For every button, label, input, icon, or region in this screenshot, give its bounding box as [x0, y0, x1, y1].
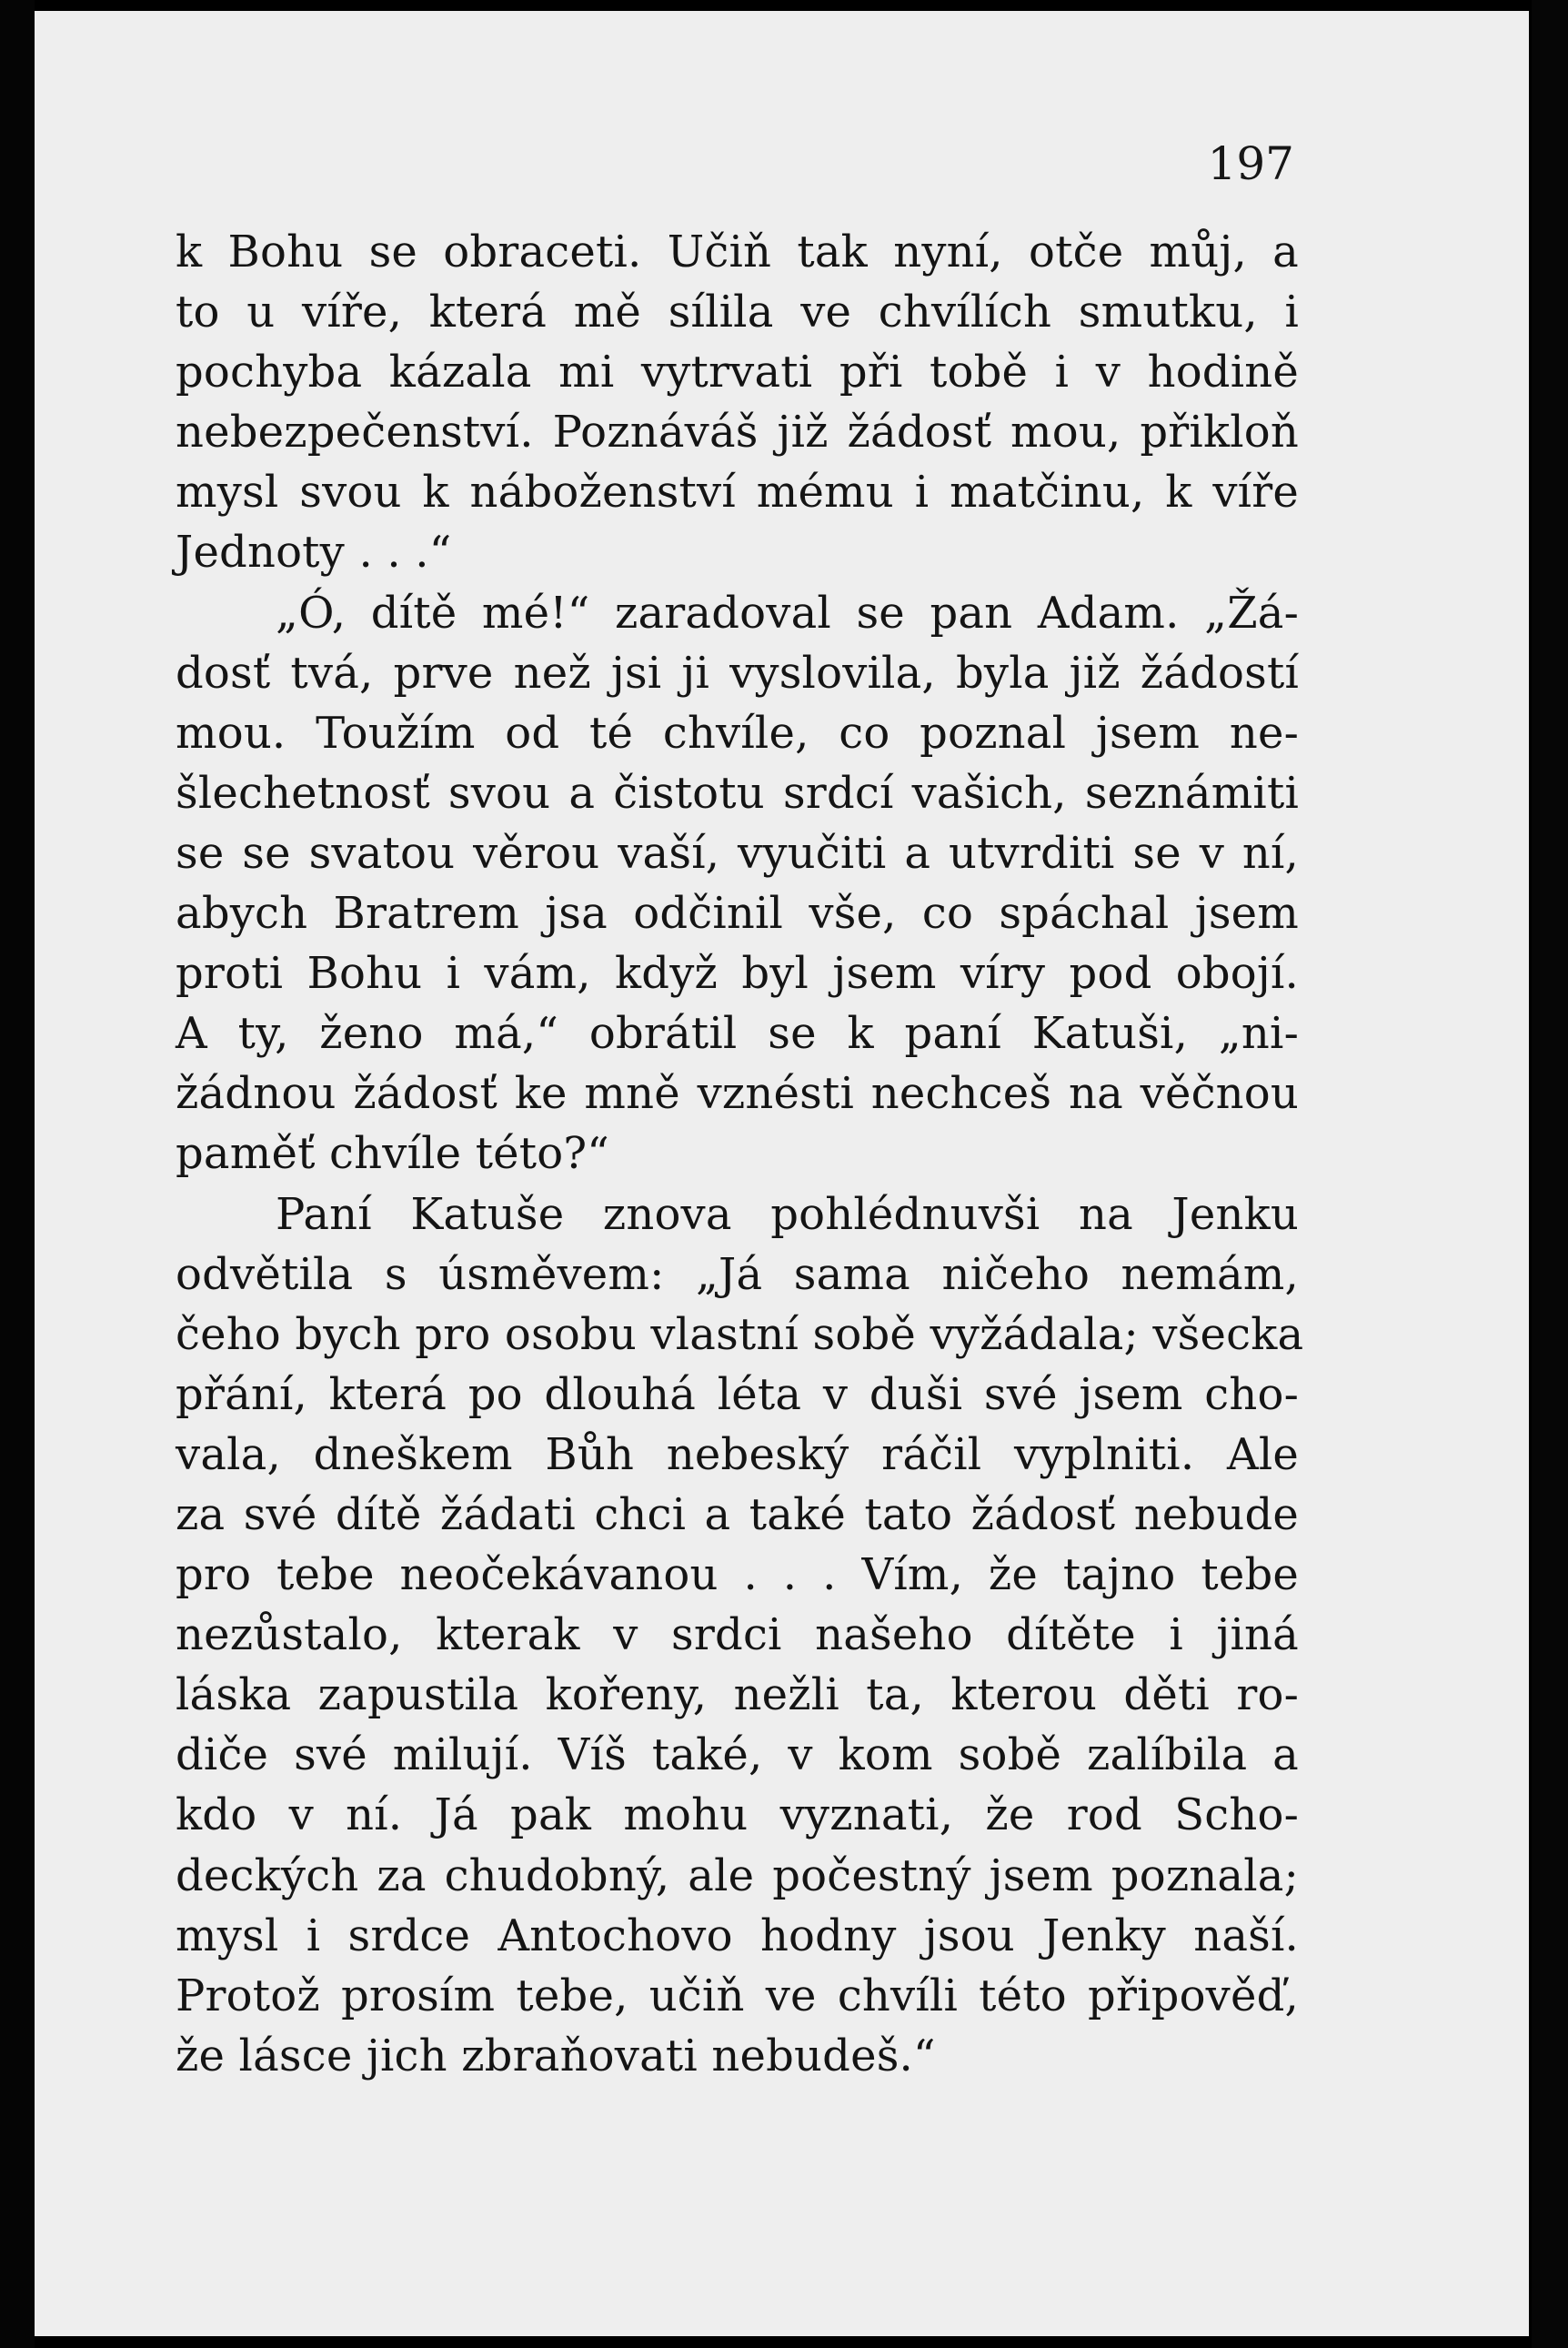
text-line: paměť chvíle této?“ — [176, 1128, 610, 1180]
text-line: Paní Katuše znova pohlédnuvši na Jenku — [276, 1188, 1299, 1240]
text-line: láska zapustila kořeny, nežli ta, kterou děti ro- — [176, 1669, 1299, 1721]
scan-border-left — [0, 0, 35, 2348]
text-line: dosť tvá, prve než jsi ji vyslovila, byla již žádostí — [176, 647, 1299, 699]
text-line: žádnou žádosť ke mně vznésti nechceš na věčnou — [176, 1068, 1299, 1120]
text-line: vala, dneškem Bůh nebeský ráčil vyplniti. Ale — [176, 1428, 1299, 1480]
text-line: to u víře, která mě sílila ve chvílích smutku, i — [176, 287, 1299, 338]
text-line: abych Bratrem jsa odčinil vše, co spáchal jsem — [176, 888, 1299, 940]
text-line: čeho bych pro osobu vlastní sobě vyžádala; všecka — [176, 1308, 1304, 1360]
text-line: nezůstalo, kterak v srdci našeho dítěte i jiná — [176, 1609, 1299, 1661]
text-line: nebezpečenství. Poznáváš již žádosť mou, přikloň — [176, 407, 1299, 459]
text-line: se se svatou věrou vaší, vyučiti a utvrditi se v ní, — [176, 827, 1299, 879]
text-line: proti Bohu i vám, když byl jsem víry pod obojí. — [176, 948, 1299, 1000]
text-line: mysl i srdce Antochovo hodny jsou Jenky naší. — [176, 1910, 1299, 1961]
text-line: „Ó, dítě mé!“ zaradoval se pan Adam. „Žá- — [276, 587, 1299, 639]
text-line: pro tebe neočekávanou . . . Vím, že tajno tebe — [176, 1549, 1299, 1601]
text-line: pochyba kázala mi vytrvati při tobě i v hodině — [176, 347, 1299, 398]
page-number: 197 — [1207, 137, 1294, 190]
text-line: deckých za chudobný, ale počestný jsem poznala; — [176, 1849, 1299, 1901]
text-line: Jednoty . . .“ — [176, 527, 452, 579]
text-line: A ty, ženo má,“ obrátil se k paní Katuši, „ni- — [176, 1008, 1299, 1060]
text-line: k Bohu se obraceti. Učiň tak nyní, otče můj, a — [176, 227, 1299, 277]
book-page — [35, 11, 1529, 2336]
body-text — [176, 222, 1304, 2086]
text-line: mysl svou k náboženství mému i matčinu, k víře — [176, 467, 1299, 519]
text-line: šlechetnosť svou a čistotu srdcí vašich, seznámiti — [176, 767, 1299, 819]
text-line: mou. Toužím od té chvíle, co poznal jsem ne- — [176, 707, 1299, 759]
text-line: Protož prosím tebe, učiň ve chvíli této připověď, — [176, 1970, 1299, 2021]
text-line: že lásce jich zbraňovati nebudeš.“ — [176, 2030, 936, 2081]
scan-border-right — [1532, 0, 1568, 2348]
text-line: odvětila s úsměvem: „Já sama ničeho nemám, — [176, 1248, 1299, 1300]
text-line: diče své milují. Víš také, v kom sobě zalíbila a — [176, 1729, 1299, 1781]
text-line: přání, která po dlouhá léta v duši své jsem cho- — [176, 1368, 1299, 1420]
text-line: za své dítě žádati chci a také tato žádosť nebude — [176, 1488, 1299, 1540]
text-line: kdo v ní. Já pak mohu vyznati, že rod Scho- — [176, 1789, 1299, 1841]
